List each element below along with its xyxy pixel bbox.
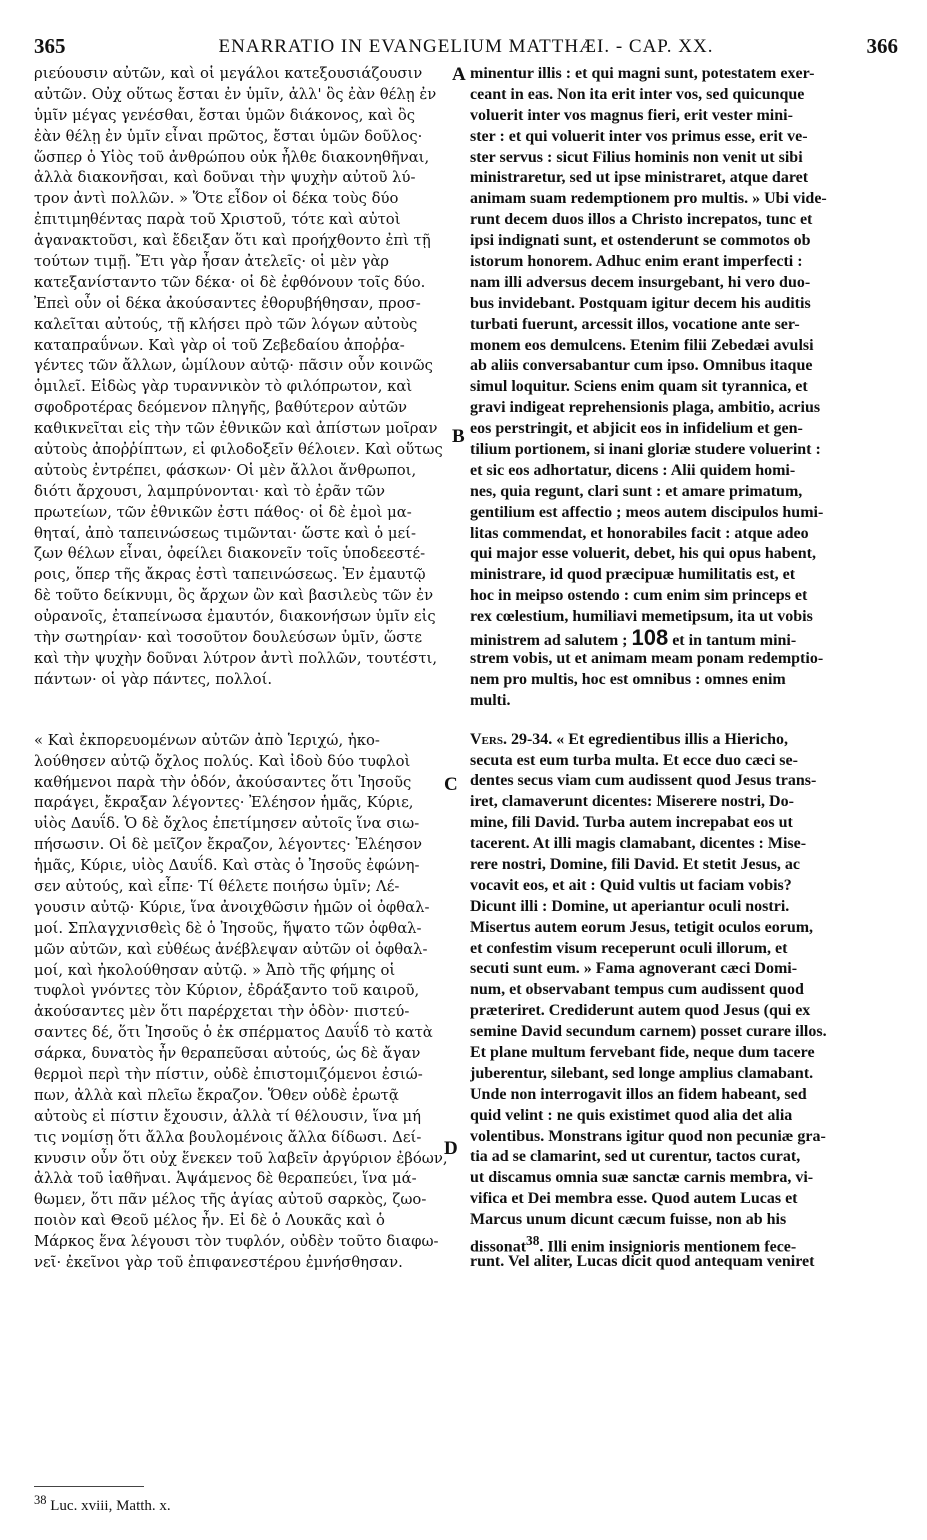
text-line xyxy=(34,814,448,835)
footnote xyxy=(34,1493,454,1515)
text-line xyxy=(470,482,900,503)
line-text: Unde non interrogavit illos an fidem habeant, sed xyxy=(470,1085,807,1103)
text-line xyxy=(34,940,448,961)
line-text: ὥσπερ ὁ Υἱὸς τοῦ ἀνθρώπου οὐκ ἦλθε διακονηθῆναι, xyxy=(34,148,430,166)
text-line xyxy=(34,981,448,1002)
text-line xyxy=(34,1002,448,1023)
line-text: πων, ἀλλὰ καὶ πλεῖω ἔκραζον. Ὅθεν οὐδὲ ἐρωτᾷ xyxy=(34,1086,399,1104)
text-line xyxy=(34,919,448,940)
latin-paragraph-2 xyxy=(470,751,900,1273)
line-text: Et plane multum fervebant fide, neque dum tacere xyxy=(470,1043,815,1061)
line-text: gravi indigeat reprehensionis plaga, ambitio, acrius xyxy=(470,399,821,417)
text-line xyxy=(34,377,448,398)
text-line: dissonat$^{38}$. Illi enim insignioris mentionem fece- xyxy=(470,1232,797,1256)
text-line xyxy=(34,1253,448,1274)
line-text: μῶν αὐτῶν, καὶ εὐθέως ἀνέβλεψαν αὐτῶν οἱ ὀφθαλ- xyxy=(34,940,428,958)
text-line xyxy=(34,565,448,586)
line-text: θερμοὶ περὶ τὴν πίστιν, οὐδὲ ἐπιστομιζόμενοι ἐσιώ- xyxy=(34,1065,423,1083)
text-line xyxy=(470,834,900,855)
text-line xyxy=(470,918,900,939)
text-line xyxy=(470,1127,900,1148)
text-line xyxy=(34,1044,448,1065)
line-text: σεν αὐτούς, καὶ εἶπε· Τί θέλετε ποιήσω ὑμῖν; Λέ- xyxy=(34,877,400,895)
text-line xyxy=(34,461,448,482)
text-line xyxy=(470,398,900,419)
line-text: Marcus unum dicunt cæcum fuisse, non ab his xyxy=(470,1211,787,1229)
line-text: semine David secundum carnem) posset curare illos. xyxy=(470,1023,827,1041)
text-line xyxy=(34,294,448,315)
line-text: ἡμᾶς, Κύριε, υἱὸς Δαυΐδ. Καὶ στὰς ὁ Ἰησοῦς ἐφώνη- xyxy=(34,857,420,875)
text-line xyxy=(34,793,448,814)
text-line xyxy=(470,273,900,294)
line-text: θηταί, ἀπὸ ταπεινώσεως τιμῶνται· ὥστε καὶ ὁ μεί- xyxy=(34,524,416,542)
text-line xyxy=(470,980,900,1001)
line-text: τούτων τιμῇ. Ἔτι γὰρ ἦσαν ἀτελεῖς· οἱ μὲν γὰρ xyxy=(34,253,390,271)
text-line xyxy=(470,231,900,252)
paragraph-gap xyxy=(470,712,900,730)
line-text: runt. Vel aliter, Lucas dicit quod antequam veniret xyxy=(470,1252,815,1270)
line-text: παράγει, ἔκραξαν λέγοντες· Ἐλέησον ἡμᾶς, Κύριε, xyxy=(34,794,414,812)
text-line xyxy=(470,419,900,440)
text-line xyxy=(470,1252,900,1273)
line-text: præteriret. Crediderunt autem quod Jesus (qui ex xyxy=(470,1002,811,1020)
line-text: nam illi adversus decem insurgebant, hi vero duo- xyxy=(470,273,811,291)
line-text: vifica et Dei membra esse. Quod autem Lucas et xyxy=(470,1190,798,1208)
line-text: et sic eos adhortatur, dicens : Alii quidem homi- xyxy=(470,461,796,479)
text-line xyxy=(470,1085,900,1106)
footnote-text: Luc. xviii, Matth. x. xyxy=(50,1498,171,1514)
line-text: τις νομίσῃ ὅτι ἄλλα βουλομένοις ἄλλα δίδωσι. Δεί- xyxy=(34,1128,422,1146)
text-line xyxy=(34,1149,448,1170)
text-line xyxy=(470,1168,900,1189)
text-line xyxy=(470,1001,900,1022)
line-text: ὑμῖν μέγας γενέσθαι, ἔσται ὑμῶν διάκονος, καὶ ὃς xyxy=(34,106,416,124)
text-line xyxy=(34,898,448,919)
greek-column xyxy=(34,64,448,1274)
line-text: ministraretur, sed ut ipse ministraret, atque daret xyxy=(470,169,809,187)
text-line xyxy=(34,398,448,419)
line-text: mine, fili David. Turba autem increpabat eos ut xyxy=(470,814,793,832)
text-line xyxy=(34,1211,448,1232)
line-text: dentes secus viam cum audissent quod Jesus trans- xyxy=(470,772,817,790)
line-text: Misertus autem eorum Jesus, tetigit oculos eorum, xyxy=(470,918,814,936)
line-text: αὐτοὺς ἐντρέπει, φάσκων· Οἱ μὲν ἄλλοι ἄνθρωποι, xyxy=(34,461,417,479)
text-line xyxy=(470,356,900,377)
line-text: secuta est eum turba multa. Et ecce duo cæci se- xyxy=(470,751,798,769)
line-text: λούθησεν αὐτῷ ὄχλος πολύς. Καὶ ἰδοὺ δύο τυφλοὶ xyxy=(34,752,411,770)
text-line xyxy=(34,1086,448,1107)
text-line xyxy=(34,628,448,649)
page-number-right: 366 xyxy=(866,34,898,58)
line-text: Μάρκος ἕνα λέγουσι τὸν τυφλόν, οὐδὲν τοῦτο διαφω- xyxy=(34,1233,439,1251)
text-line xyxy=(470,1064,900,1085)
page-number-left: 365 xyxy=(34,34,66,58)
line-text: τὴν σωτηρίαν· καὶ τοσοῦτον δουλεύσων ὑμῖν, ὥστε xyxy=(34,629,423,647)
text-line xyxy=(470,1043,900,1064)
line-text: θωμεν, ὅτι πᾶν μέλος τῆς ἁγίας αὐτοῦ σαρκὸς, ζωο- xyxy=(34,1191,427,1209)
margin-letter-c: C xyxy=(444,774,458,795)
latin-verse-line xyxy=(470,730,900,751)
line-text: animam suam redemptionem pro multis. » Ubi vide- xyxy=(470,190,827,208)
text-line xyxy=(470,813,900,834)
footnote-reference: 38 xyxy=(526,1232,540,1248)
text-line xyxy=(34,168,448,189)
line-text: καὶ τὴν ψυχὴν δοῦναι λύτρον ἀντὶ πολλῶν, τουτέστι, xyxy=(34,649,438,667)
line-text: gentilium est affectio ; meos autem discipulos humi- xyxy=(470,503,824,521)
text-line xyxy=(470,440,900,461)
latin-paragraph-1 xyxy=(470,64,900,712)
text-line xyxy=(34,127,448,148)
latin-column xyxy=(470,64,900,1273)
line-text: Dicunt illi : Domine, ut aperiantur oculi nostri. xyxy=(470,897,790,915)
text-line xyxy=(470,461,900,482)
line-text: eos perstringit, et abjicit eos in infidelium et gen- xyxy=(470,420,803,438)
margin-letter-d: D xyxy=(444,1138,458,1159)
text-line xyxy=(34,148,448,169)
text-line xyxy=(470,771,900,792)
line-text-tail: Illi enim insignioris mentionem fece- xyxy=(547,1238,797,1256)
text-line xyxy=(470,1106,900,1127)
line-text: ἀλλὰ διακονῆσαι, καὶ δοῦναι τὴν ψυχὴν αὐτοῦ λύ- xyxy=(34,169,416,187)
line-text: πρωτείων, τῶν ἐθνικῶν ἐστι πάθος· οἱ δὲ ἐμοὶ μα- xyxy=(34,503,412,521)
line-text: αὐτοὺς ἀποῤῥίπτων, εἰ φιλοδοξεῖν θέλοιεν. Καὶ οὕτως xyxy=(34,441,443,459)
line-text: ἐὰν θέλῃ ἐν ὑμῖν εἶναι πρῶτος, ἔσται ὑμῶν δοῦλος· xyxy=(34,127,423,145)
text-line xyxy=(34,252,448,273)
text-line xyxy=(34,544,448,565)
text-line xyxy=(470,252,900,273)
text-line xyxy=(34,315,448,336)
line-text: αὐτοὺς εἰ πίστιν ἔχουσιν, ἀλλὰ τί θέλουσιν, ἵνα μή xyxy=(34,1107,421,1125)
text-line xyxy=(470,625,900,651)
line-text: ster servus : sicut Filius hominis non venit ut sibi xyxy=(470,148,803,166)
line-text: πάντων· οἱ γὰρ πάντες, πολλοί. xyxy=(34,670,273,688)
text-line xyxy=(470,897,900,918)
line-text: νεῖ· ἐκεῖνοι γὰρ τοῦ ἐπιφανεστέρου ἐμνήσθησαν. xyxy=(34,1253,403,1271)
column-number: 108 xyxy=(631,625,669,651)
line-text: ὁμιλεῖ. Εἰδὼς γὰρ τυραννικὸν τὸ φιλόπρωτον, καὶ xyxy=(34,378,413,396)
line-text: ministrare, id quod præcipuæ humilitatis est, et xyxy=(470,566,796,584)
line-text: ster : et qui voluerit inter vos primus esse, erit ve- xyxy=(470,127,808,145)
text-line xyxy=(470,315,900,336)
line-text: γουσιν αὐτῷ· Κύριε, ἵνα ἀνοιχθῶσιν ἡμῶν οἱ ὀφθαλ- xyxy=(34,898,430,916)
line-text: ministrem ad salutem ; xyxy=(470,632,628,650)
text-line xyxy=(34,752,448,773)
line-text: κατεξανίσταντο τῶν δέκα· οἱ δὲ ἐφθόνουν τοῖς δύο. xyxy=(34,273,426,291)
text-line xyxy=(470,1210,900,1231)
text-line xyxy=(470,168,900,189)
line-text: tia ad se clamarint, sed ut curentur, tactos curat, xyxy=(470,1148,801,1166)
text-line xyxy=(470,855,900,876)
line-text: ἀγανακτοῦσι, καὶ ἔδειξαν ὅτι καὶ προήχθοντο ἐπὶ τῇ xyxy=(34,232,431,250)
line-text: bus invidebant. Postquam igitur decem his auditis xyxy=(470,294,811,312)
text-line xyxy=(34,85,448,106)
text-line xyxy=(34,731,448,752)
text-line xyxy=(34,961,448,982)
text-line xyxy=(34,670,448,691)
footnote-mark: 38 xyxy=(34,1493,47,1507)
line-text: αὐτῶν. Οὐχ οὕτως ἔσται ἐν ὑμῖν, ἀλλ' ὃς ἐὰν θέλῃ ἐν xyxy=(34,85,437,103)
paragraph-gap xyxy=(34,691,448,731)
text-line xyxy=(470,544,900,565)
text-line xyxy=(34,1190,448,1211)
line-text: monem eos demulcens. Etenim filii Zebedæi avulsi xyxy=(470,336,814,354)
text-line xyxy=(470,876,900,897)
text-line xyxy=(34,356,448,377)
footnote-rule xyxy=(34,1486,144,1487)
text-line xyxy=(34,856,448,877)
line-text: ut discamus omnia suæ sanctæ carnis membra, vi- xyxy=(470,1169,814,1187)
line-text: minentur illis : et qui magni sunt, potestatem exer- xyxy=(470,65,815,82)
text-line xyxy=(470,1189,900,1210)
line-text: multi. xyxy=(470,691,511,709)
text-line xyxy=(34,1232,448,1253)
text-line xyxy=(470,189,900,210)
text-line xyxy=(34,607,448,628)
text-line xyxy=(470,503,900,524)
line-text: τρον ἀντὶ πολλῶν. » Ὅτε εἶδον οἱ δέκα τοὺς δύο xyxy=(34,190,399,208)
line-text: nem pro multis, hoc est omnibus : omnes enim xyxy=(470,670,786,688)
text-line xyxy=(470,148,900,169)
text-line xyxy=(470,106,900,127)
line-text: iret, clamaverunt dicentes: Miserere nostri, Do- xyxy=(470,793,794,811)
page-header xyxy=(34,34,898,60)
line-text: υἱὸς Δαυΐδ. Ὁ δὲ ὄχλος ἐπετίμησεν αὐτοῖς ἵνα σιω- xyxy=(34,815,420,833)
text-line xyxy=(470,670,900,691)
line-text: turbati fuerunt, arcessit illos, vocatione ante ser- xyxy=(470,315,800,333)
text-line xyxy=(470,294,900,315)
text-line xyxy=(470,792,900,813)
line-text: μοί. Σπλαγχνισθεὶς δὲ ὁ Ἰησοῦς, ἥψατο τῶν ὀφθαλ- xyxy=(34,919,422,937)
line-text: rere nostri, Domine, fili David. Et stetit Jesus, ac xyxy=(470,855,801,873)
line-text: et confestim visum receperunt oculi illorum, et xyxy=(470,939,788,957)
text-line xyxy=(470,1147,900,1168)
text-line xyxy=(34,524,448,545)
text-line xyxy=(470,336,900,357)
line-text: qui major esse voluerit, debet, his qui opus habent, xyxy=(470,545,816,563)
text-line xyxy=(34,773,448,794)
text-line xyxy=(470,939,900,960)
text-line xyxy=(470,127,900,148)
text-line xyxy=(470,377,900,398)
line-text: ἀλλὰ τοῦ ἰαθῆναι. Ἁψάμενος δὲ θεραπεύει, ἵνα μά- xyxy=(34,1170,417,1188)
line-text: volentibus. Monstrans igitur quod non pecuniæ gra- xyxy=(470,1127,826,1145)
line-text: dissonat xyxy=(470,1238,527,1256)
line-text: voluerit inter vos magnus fieri, erit vester mini- xyxy=(470,106,793,124)
line-text: ροις, ὅπερ τῆς ἄκρας ἐστὶ ταπεινώσεως. Ἐν ἐμαυτῷ xyxy=(34,566,426,584)
text-line xyxy=(470,565,900,586)
line-text: ἀκούσαντες μὲν ὅτι παρέρχεται τὴν ὁδὸν· πιστεύ- xyxy=(34,1003,410,1021)
line-text: καθήμενοι παρὰ τὴν ὁδόν, ἀκούσαντες ὅτι Ἰησοῦς xyxy=(34,773,412,791)
line-text: καταπραΰνων. Καὶ γὰρ οἱ τοῦ Ζεβεδαίου ἀποῤῥα- xyxy=(34,336,405,354)
text-line xyxy=(34,1107,448,1128)
line-text: σαντες δέ, ὅτι Ἰησοῦς ὁ ἐκ σπέρματος Δαυΐδ τὸ κατὰ xyxy=(34,1024,433,1042)
line-text: διότι ἄρχουσι, λαμπρύνονται· καὶ τὸ ἐρᾶν τῶν xyxy=(34,482,385,500)
verse-label: Vers. 29-34. xyxy=(470,730,553,748)
line-text: hoc in meipso ostendo : cum enim sim princeps et xyxy=(470,587,808,605)
line-text: ἐπιτιμηθέντας παρὰ τοῦ Χριστοῦ, τότε καὶ αὐτοὶ xyxy=(34,211,401,229)
line-text: Ἐπεὶ οὖν οἱ δέκα ἀκούσαντες ἐθορυβήθησαν, προσ- xyxy=(34,294,421,312)
text-line xyxy=(34,231,448,252)
line-text: « Καὶ ἐκπορευομένων αὐτῶν ἀπὸ Ἱεριχώ, ἠκο- xyxy=(34,731,380,749)
line-text: ceant in eas. Non ita erit inter vos, sed quicunque xyxy=(470,85,805,103)
text-line xyxy=(470,691,900,712)
line-text: γέντες τῶν ἄλλων, ὡμίλουν αὐτῷ· πᾶσιν οὖν κοινῶς xyxy=(34,357,433,375)
line-text: juberentur, silebant, sed longe amplius clamabant. xyxy=(470,1064,814,1082)
line-text: μοί, καὶ ἠκολούθησαν αὐτῷ. » Ἀπὸ τῆς φήμης οἱ xyxy=(34,961,396,979)
line-text: κνυσιν οὖν ὅτι οὐχ ἕνεκεν τοῦ λαβεῖν ἀργύριον ἐβόων, xyxy=(34,1149,448,1167)
text-line xyxy=(34,210,448,231)
margin-letter-b: B xyxy=(452,426,465,447)
line-text: istorum honorem. Adhuc enim erant imperfecti : xyxy=(470,253,803,271)
text-line xyxy=(34,106,448,127)
text-line xyxy=(470,64,900,85)
line-text: tacerent. At illi magis clamabant, dicentes : Mise- xyxy=(470,835,807,853)
line-text: strem vobis, ut et animam meam ponam redemptio- xyxy=(470,649,824,667)
text-line xyxy=(34,835,448,856)
line-text: καθικνεῖται εἰς τὴν τῶν ἐθνικῶν καὶ ἀπίστων μοῖραν xyxy=(34,420,438,438)
margin-letter-a: A xyxy=(452,64,466,85)
text-line xyxy=(34,273,448,294)
text-line xyxy=(34,189,448,210)
text-line xyxy=(34,482,448,503)
line-text: ριεύουσιν αὐτῶν, καὶ οἱ μεγάλοι κατεξουσιάζουσιν xyxy=(34,65,423,82)
line-text: nes, quia regunt, clari sunt : et amare primatum, xyxy=(470,482,803,500)
text-line xyxy=(34,64,448,85)
text-line xyxy=(34,440,448,461)
text-line xyxy=(34,503,448,524)
line-text: runt decem duos illos a Christo increpatos, tunc et xyxy=(470,211,813,229)
text-line xyxy=(34,1128,448,1149)
text-line xyxy=(34,649,448,670)
line-text: πήσωσιν. Οἱ δὲ μεῖζον ἔκραζον, λέγοντες· Ἐλέησον xyxy=(34,836,423,854)
line-text: quid velint : ne quis existimet quod alia det alia xyxy=(470,1106,793,1124)
line-text: ipsi indignati sunt, et ostenderunt se commotos ob xyxy=(470,232,811,250)
line-text: rex cœlestium, humiliavi memetipsum, ita ut vobis xyxy=(470,608,813,626)
text-line xyxy=(470,85,900,106)
text-line xyxy=(34,419,448,440)
line-text: ζων θέλων εἶναι, ὀφείλει διακονεῖν τοῖς ὑποδεεστέ- xyxy=(34,545,426,563)
text-line xyxy=(470,751,900,772)
text-line xyxy=(34,336,448,357)
text-line xyxy=(470,649,900,670)
line-text-tail: et in tantum mini- xyxy=(672,632,797,650)
line-text: ποιὸν καὶ Θεοῦ μέλος ἦν. Εἰ δὲ ὁ Λουκᾶς καὶ ὁ xyxy=(34,1212,385,1230)
line-text: tilium portionem, si inani gloriæ studere voluerint : xyxy=(470,441,821,459)
line-text: litas commendat, et honorabiles facit : atque adeo xyxy=(470,524,809,542)
greek-paragraph-1 xyxy=(34,64,448,691)
text-line xyxy=(34,1023,448,1044)
text-line xyxy=(470,210,900,231)
text-line xyxy=(470,959,900,980)
text-line xyxy=(470,586,900,607)
line-text: οὐρανοῖς, ἐταπείνωσα ἐμαυτόν, διακονήσων ὑμῖν εἰς xyxy=(34,608,436,626)
text-line xyxy=(470,607,900,628)
line-text: σφοδροτέρας δεόμενον πληγῆς, βαθύτερον αὐτῶν xyxy=(34,399,407,417)
text-line xyxy=(470,1022,900,1043)
line-text: vocavit eos, et ait : Quid vultis ut faciam vobis? xyxy=(470,876,792,894)
line-text: num, et observabant tempus cum audissent quod xyxy=(470,981,804,999)
text-line xyxy=(34,1065,448,1086)
running-title: ENARRATIO IN EVANGELIUM MATTHÆI. - CAP. XX. xyxy=(218,36,714,57)
text-line xyxy=(34,586,448,607)
text-line xyxy=(34,1169,448,1190)
line-text: simul loquitur. Sciens enim quam sit tyrannica, et xyxy=(470,378,808,396)
text-line xyxy=(34,877,448,898)
text-line xyxy=(470,524,900,545)
latin-line-text: « Et egredientibus illis a Hiericho, xyxy=(556,730,788,748)
greek-paragraph-2 xyxy=(34,731,448,1274)
line-text: δὲ τοῦτο δείκνυμι, ὃς ἄρχων ὢν καὶ βασιλεὺς τῶν ἐν xyxy=(34,587,434,605)
line-text: σάρκα, δυνατὸς ἦν θεραπεῦσαι αὐτούς, ὡς δὲ ἄγαν xyxy=(34,1045,421,1063)
line-text: καλεῖται αὐτούς, τῇ κλήσει πρὸ τῶν λόγων αὐτοὺς xyxy=(34,315,418,333)
line-text: secuti sunt eum. » Fama agnoverant cæci Domi- xyxy=(470,960,798,978)
line-text: τυφλοὶ γνόντες τὸν Κύριον, ἐδράξαντο τοῦ καιροῦ, xyxy=(34,982,420,1000)
line-text: ab aliis conversabantur cum ipso. Omnibus itaque xyxy=(470,357,813,375)
